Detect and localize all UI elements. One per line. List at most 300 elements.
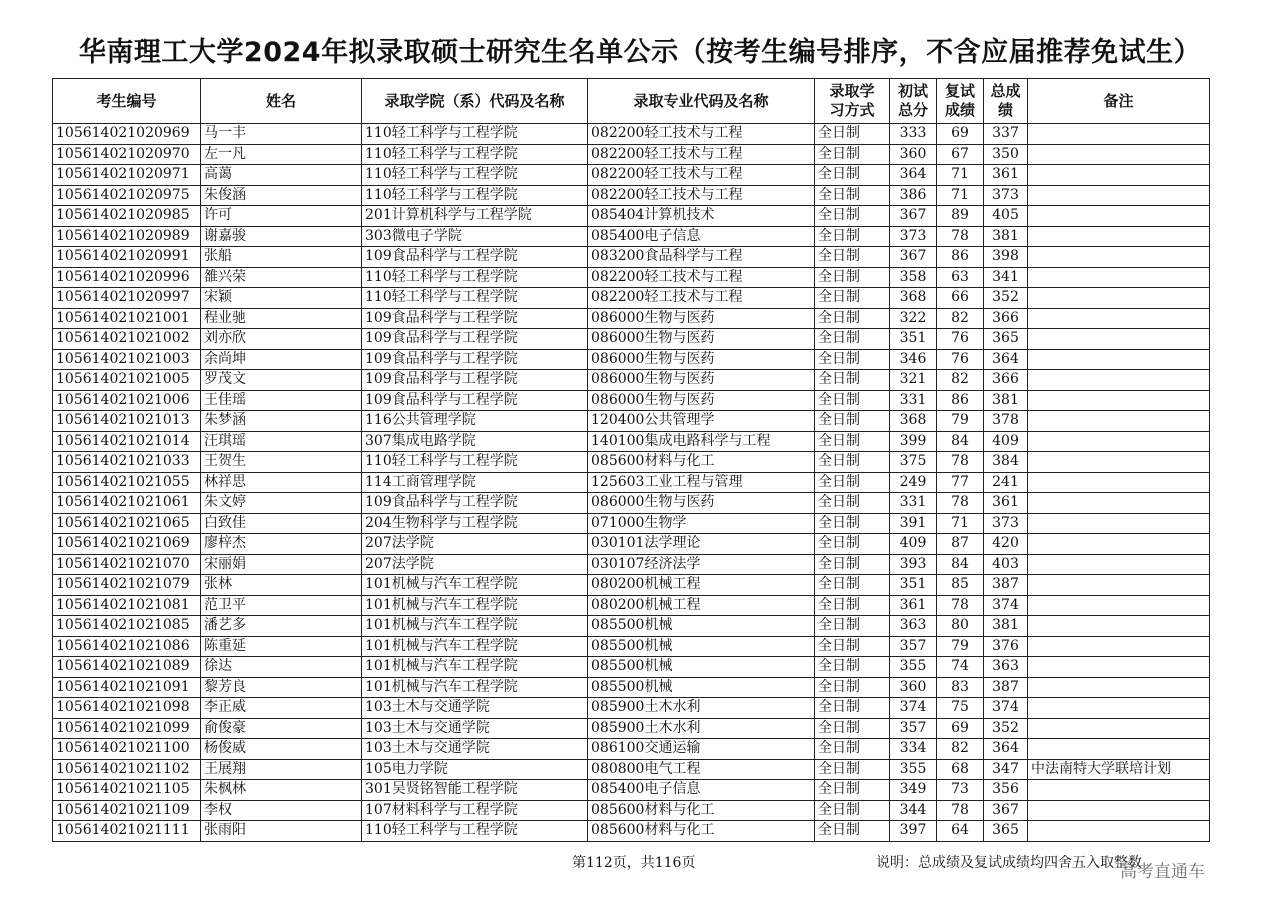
study-mode-cell: 全日制 <box>815 493 890 514</box>
total-score-cell: 241 <box>984 472 1028 493</box>
study-mode-cell: 全日制 <box>815 431 890 452</box>
retest-score-cell: 71 <box>937 513 984 534</box>
retest-score-cell: 63 <box>937 267 984 288</box>
study-mode-cell: 全日制 <box>815 267 890 288</box>
retest-score-cell: 74 <box>937 657 984 678</box>
remarks-cell <box>1028 718 1210 739</box>
candidate-id-cell: 105614021021109 <box>53 800 201 821</box>
page-number: 第112页，共116页 <box>572 855 696 871</box>
retest-score-cell: 78 <box>937 595 984 616</box>
study-mode-cell: 全日制 <box>815 718 890 739</box>
major-cell: 085900土木水利 <box>588 718 815 739</box>
initial-score-cell: 321 <box>890 370 937 391</box>
remarks-cell <box>1028 800 1210 821</box>
retest-score-cell: 82 <box>937 370 984 391</box>
major-cell: 082200轻工技术与工程 <box>588 165 815 186</box>
table-row <box>53 267 1210 288</box>
candidate-id-cell: 105614021020989 <box>53 226 201 247</box>
remarks-cell <box>1028 308 1210 329</box>
college-cell: 103土木与交通学院 <box>362 718 588 739</box>
remarks-cell <box>1028 657 1210 678</box>
total-score-cell: 378 <box>984 411 1028 432</box>
college-cell: 110轻工科学与工程学院 <box>362 452 588 473</box>
candidate-id-cell: 105614021020971 <box>53 165 201 186</box>
total-score-cell: 364 <box>984 349 1028 370</box>
initial-score-cell: 358 <box>890 267 937 288</box>
name-cell: 黎芳良 <box>201 677 362 698</box>
name-cell: 朱梦涵 <box>201 411 362 432</box>
name-cell: 杨俊威 <box>201 739 362 760</box>
major-cell: 085600材料与化工 <box>588 821 815 842</box>
name-cell: 谢嘉骏 <box>201 226 362 247</box>
candidate-id-cell: 105614021021002 <box>53 329 201 350</box>
table-row <box>53 411 1210 432</box>
college-cell: 105电力学院 <box>362 759 588 780</box>
major-cell: 086100交通运输 <box>588 739 815 760</box>
initial-score-cell: 391 <box>890 513 937 534</box>
remarks-cell <box>1028 595 1210 616</box>
major-cell: 082200轻工技术与工程 <box>588 267 815 288</box>
total-score-cell: 347 <box>984 759 1028 780</box>
name-cell: 朱文婷 <box>201 493 362 514</box>
college-cell: 109食品科学与工程学院 <box>362 493 588 514</box>
retest-score-cell: 78 <box>937 493 984 514</box>
name-cell: 雒兴荣 <box>201 267 362 288</box>
candidate-id-cell: 105614021021100 <box>53 739 201 760</box>
name-cell: 刘亦欣 <box>201 329 362 350</box>
study-mode-cell: 全日制 <box>815 370 890 391</box>
retest-score-cell: 78 <box>937 800 984 821</box>
table-row <box>53 472 1210 493</box>
table-row <box>53 349 1210 370</box>
col-study-mode-header: 录取学 习方式 <box>815 79 890 124</box>
retest-score-cell: 76 <box>937 329 984 350</box>
initial-score-cell: 349 <box>890 780 937 801</box>
retest-score-cell: 73 <box>937 780 984 801</box>
total-score-cell: 373 <box>984 513 1028 534</box>
name-cell: 张船 <box>201 247 362 268</box>
college-cell: 207法学院 <box>362 534 588 555</box>
study-mode-cell: 全日制 <box>815 554 890 575</box>
col-total-score-header: 总成 绩 <box>984 79 1028 124</box>
name-cell: 宋颖 <box>201 288 362 309</box>
retest-score-cell: 66 <box>937 288 984 309</box>
remarks-cell <box>1028 554 1210 575</box>
college-cell: 204生物科学与工程学院 <box>362 513 588 534</box>
remarks-cell <box>1028 513 1210 534</box>
remarks-cell <box>1028 411 1210 432</box>
table-row <box>53 759 1210 780</box>
retest-score-cell: 78 <box>937 452 984 473</box>
major-cell: 080800电气工程 <box>588 759 815 780</box>
initial-score-cell: 322 <box>890 308 937 329</box>
study-mode-cell: 全日制 <box>815 247 890 268</box>
footer-note: 说明：总成绩及复试成绩均四舍五入取整数 <box>876 855 1142 871</box>
total-score-cell: 398 <box>984 247 1028 268</box>
retest-score-cell: 86 <box>937 390 984 411</box>
study-mode-cell: 全日制 <box>815 821 890 842</box>
name-cell: 朱俊涵 <box>201 185 362 206</box>
total-score-cell: 374 <box>984 698 1028 719</box>
initial-score-cell: 333 <box>890 124 937 145</box>
major-cell: 080200机械工程 <box>588 575 815 596</box>
table-row <box>53 329 1210 350</box>
name-cell: 程业驰 <box>201 308 362 329</box>
candidate-id-cell: 105614021021079 <box>53 575 201 596</box>
initial-score-cell: 386 <box>890 185 937 206</box>
remarks-cell <box>1028 636 1210 657</box>
college-cell: 110轻工科学与工程学院 <box>362 185 588 206</box>
candidate-id-cell: 105614021021065 <box>53 513 201 534</box>
table-row <box>53 698 1210 719</box>
college-cell: 301吴贤铭智能工程学院 <box>362 780 588 801</box>
initial-score-cell: 368 <box>890 288 937 309</box>
study-mode-cell: 全日制 <box>815 144 890 165</box>
major-cell: 086000生物与医药 <box>588 329 815 350</box>
candidate-id-cell: 105614021021005 <box>53 370 201 391</box>
retest-score-cell: 82 <box>937 308 984 329</box>
candidate-id-cell: 105614021021061 <box>53 493 201 514</box>
name-cell: 廖梓杰 <box>201 534 362 555</box>
remarks-cell <box>1028 431 1210 452</box>
table-row <box>53 390 1210 411</box>
name-cell: 林祥思 <box>201 472 362 493</box>
college-cell: 110轻工科学与工程学院 <box>362 124 588 145</box>
major-cell: 125603工业工程与管理 <box>588 472 815 493</box>
candidate-id-cell: 105614021021091 <box>53 677 201 698</box>
retest-score-cell: 69 <box>937 124 984 145</box>
study-mode-cell: 全日制 <box>815 206 890 227</box>
retest-score-cell: 87 <box>937 534 984 555</box>
total-score-cell: 361 <box>984 493 1028 514</box>
study-mode-cell: 全日制 <box>815 185 890 206</box>
name-cell: 潘艺多 <box>201 616 362 637</box>
remarks-cell <box>1028 739 1210 760</box>
initial-score-cell: 368 <box>890 411 937 432</box>
initial-score-cell: 399 <box>890 431 937 452</box>
name-cell: 许可 <box>201 206 362 227</box>
name-cell: 高蔼 <box>201 165 362 186</box>
col-retest-score-header: 复试 成绩 <box>937 79 984 124</box>
total-score-cell: 352 <box>984 288 1028 309</box>
name-cell: 徐达 <box>201 657 362 678</box>
initial-score-cell: 355 <box>890 759 937 780</box>
total-score-cell: 409 <box>984 431 1028 452</box>
study-mode-cell: 全日制 <box>815 390 890 411</box>
retest-score-cell: 67 <box>937 144 984 165</box>
col-remarks-header: 备注 <box>1028 79 1210 124</box>
retest-score-cell: 68 <box>937 759 984 780</box>
name-cell: 王佳瑶 <box>201 390 362 411</box>
total-score-cell: 365 <box>984 821 1028 842</box>
study-mode-cell: 全日制 <box>815 636 890 657</box>
name-cell: 俞俊豪 <box>201 718 362 739</box>
table-row <box>53 493 1210 514</box>
retest-score-cell: 75 <box>937 698 984 719</box>
candidate-id-cell: 105614021021089 <box>53 657 201 678</box>
initial-score-cell: 351 <box>890 575 937 596</box>
retest-score-cell: 82 <box>937 739 984 760</box>
total-score-cell: 341 <box>984 267 1028 288</box>
initial-score-cell: 351 <box>890 329 937 350</box>
remarks-cell <box>1028 821 1210 842</box>
college-cell: 101机械与汽车工程学院 <box>362 657 588 678</box>
remarks-cell <box>1028 616 1210 637</box>
name-cell: 张林 <box>201 575 362 596</box>
remarks-cell <box>1028 493 1210 514</box>
table-row <box>53 718 1210 739</box>
table-row <box>53 288 1210 309</box>
retest-score-cell: 85 <box>937 575 984 596</box>
college-cell: 207法学院 <box>362 554 588 575</box>
initial-score-cell: 393 <box>890 554 937 575</box>
initial-score-cell: 360 <box>890 144 937 165</box>
total-score-cell: 376 <box>984 636 1028 657</box>
major-cell: 085600材料与化工 <box>588 800 815 821</box>
candidate-id-cell: 105614021021055 <box>53 472 201 493</box>
total-score-cell: 403 <box>984 554 1028 575</box>
table-row <box>53 206 1210 227</box>
college-cell: 101机械与汽车工程学院 <box>362 595 588 616</box>
remarks-cell <box>1028 534 1210 555</box>
major-cell: 030107经济法学 <box>588 554 815 575</box>
retest-score-cell: 77 <box>937 472 984 493</box>
table-row <box>53 554 1210 575</box>
remarks-cell <box>1028 247 1210 268</box>
initial-score-cell: 375 <box>890 452 937 473</box>
name-cell: 李正威 <box>201 698 362 719</box>
initial-score-cell: 361 <box>890 595 937 616</box>
table-header-row <box>53 79 1210 124</box>
initial-score-cell: 249 <box>890 472 937 493</box>
name-cell: 范卫平 <box>201 595 362 616</box>
total-score-cell: 381 <box>984 226 1028 247</box>
candidate-id-cell: 105614021021003 <box>53 349 201 370</box>
total-score-cell: 387 <box>984 575 1028 596</box>
remarks-cell <box>1028 226 1210 247</box>
candidate-id-cell: 105614021021013 <box>53 411 201 432</box>
college-cell: 109食品科学与工程学院 <box>362 349 588 370</box>
college-cell: 110轻工科学与工程学院 <box>362 144 588 165</box>
study-mode-cell: 全日制 <box>815 329 890 350</box>
retest-score-cell: 71 <box>937 165 984 186</box>
total-score-cell: 363 <box>984 657 1028 678</box>
col-candidate-id-header: 考生编号 <box>53 79 201 124</box>
candidate-id-cell: 105614021021069 <box>53 534 201 555</box>
candidate-id-cell: 105614021020985 <box>53 206 201 227</box>
college-cell: 307集成电路学院 <box>362 431 588 452</box>
total-score-cell: 387 <box>984 677 1028 698</box>
college-cell: 101机械与汽车工程学院 <box>362 575 588 596</box>
table-row <box>53 431 1210 452</box>
initial-score-cell: 355 <box>890 657 937 678</box>
initial-score-cell: 331 <box>890 493 937 514</box>
study-mode-cell: 全日制 <box>815 513 890 534</box>
study-mode-cell: 全日制 <box>815 124 890 145</box>
total-score-cell: 374 <box>984 595 1028 616</box>
table-body <box>53 124 1210 842</box>
remarks-cell <box>1028 370 1210 391</box>
college-cell: 109食品科学与工程学院 <box>362 247 588 268</box>
table-row <box>53 821 1210 842</box>
study-mode-cell: 全日制 <box>815 780 890 801</box>
retest-score-cell: 80 <box>937 616 984 637</box>
retest-score-cell: 79 <box>937 411 984 432</box>
major-cell: 083200食品科学与工程 <box>588 247 815 268</box>
major-cell: 086000生物与医药 <box>588 390 815 411</box>
major-cell: 082200轻工技术与工程 <box>588 288 815 309</box>
candidate-id-cell: 105614021021111 <box>53 821 201 842</box>
college-cell: 201计算机科学与工程学院 <box>362 206 588 227</box>
table-row <box>53 165 1210 186</box>
initial-score-cell: 344 <box>890 800 937 821</box>
initial-score-cell: 357 <box>890 636 937 657</box>
table-row <box>53 185 1210 206</box>
total-score-cell: 384 <box>984 452 1028 473</box>
remarks-cell <box>1028 780 1210 801</box>
initial-score-cell: 409 <box>890 534 937 555</box>
name-cell: 李权 <box>201 800 362 821</box>
initial-score-cell: 357 <box>890 718 937 739</box>
initial-score-cell: 367 <box>890 247 937 268</box>
col-major-header: 录取专业代码及名称 <box>588 79 815 124</box>
candidate-id-cell: 105614021021006 <box>53 390 201 411</box>
name-cell: 汪琪瑶 <box>201 431 362 452</box>
study-mode-cell: 全日制 <box>815 739 890 760</box>
college-cell: 110轻工科学与工程学院 <box>362 165 588 186</box>
college-cell: 103土木与交通学院 <box>362 739 588 760</box>
candidate-id-cell: 105614021020970 <box>53 144 201 165</box>
college-cell: 101机械与汽车工程学院 <box>362 677 588 698</box>
remarks-cell <box>1028 677 1210 698</box>
name-cell: 王贺生 <box>201 452 362 473</box>
name-cell: 余尚坤 <box>201 349 362 370</box>
remarks-cell <box>1028 185 1210 206</box>
remarks-cell <box>1028 288 1210 309</box>
candidate-id-cell: 105614021021085 <box>53 616 201 637</box>
candidate-id-cell: 105614021021070 <box>53 554 201 575</box>
name-cell: 左一凡 <box>201 144 362 165</box>
study-mode-cell: 全日制 <box>815 595 890 616</box>
college-cell: 110轻工科学与工程学院 <box>362 288 588 309</box>
total-score-cell: 381 <box>984 390 1028 411</box>
total-score-cell: 352 <box>984 718 1028 739</box>
study-mode-cell: 全日制 <box>815 759 890 780</box>
retest-score-cell: 84 <box>937 431 984 452</box>
table-row <box>53 513 1210 534</box>
table-row <box>53 780 1210 801</box>
table-row <box>53 657 1210 678</box>
college-cell: 110轻工科学与工程学院 <box>362 821 588 842</box>
table-row <box>53 636 1210 657</box>
college-cell: 109食品科学与工程学院 <box>362 308 588 329</box>
remarks-cell <box>1028 575 1210 596</box>
candidate-id-cell: 105614021021102 <box>53 759 201 780</box>
table-row <box>53 308 1210 329</box>
study-mode-cell: 全日制 <box>815 308 890 329</box>
candidate-id-cell: 105614021021099 <box>53 718 201 739</box>
candidate-id-cell: 105614021020997 <box>53 288 201 309</box>
college-cell: 114工商管理学院 <box>362 472 588 493</box>
major-cell: 082200轻工技术与工程 <box>588 144 815 165</box>
major-cell: 085500机械 <box>588 616 815 637</box>
major-cell: 080200机械工程 <box>588 595 815 616</box>
initial-score-cell: 397 <box>890 821 937 842</box>
college-cell: 109食品科学与工程学院 <box>362 329 588 350</box>
retest-score-cell: 84 <box>937 554 984 575</box>
college-cell: 109食品科学与工程学院 <box>362 390 588 411</box>
study-mode-cell: 全日制 <box>815 165 890 186</box>
major-cell: 085500机械 <box>588 677 815 698</box>
total-score-cell: 373 <box>984 185 1028 206</box>
table-row <box>53 247 1210 268</box>
retest-score-cell: 86 <box>937 247 984 268</box>
initial-score-cell: 346 <box>890 349 937 370</box>
remarks-cell <box>1028 124 1210 145</box>
total-score-cell: 366 <box>984 308 1028 329</box>
retest-score-cell: 71 <box>937 185 984 206</box>
study-mode-cell: 全日制 <box>815 657 890 678</box>
initial-score-cell: 367 <box>890 206 937 227</box>
major-cell: 085900土木水利 <box>588 698 815 719</box>
major-cell: 085400电子信息 <box>588 780 815 801</box>
study-mode-cell: 全日制 <box>815 349 890 370</box>
candidate-id-cell: 105614021021001 <box>53 308 201 329</box>
initial-score-cell: 331 <box>890 390 937 411</box>
total-score-cell: 350 <box>984 144 1028 165</box>
remarks-cell <box>1028 390 1210 411</box>
candidate-id-cell: 105614021021086 <box>53 636 201 657</box>
table-row <box>53 452 1210 473</box>
total-score-cell: 365 <box>984 329 1028 350</box>
study-mode-cell: 全日制 <box>815 534 890 555</box>
major-cell: 030101法学理论 <box>588 534 815 555</box>
major-cell: 085500机械 <box>588 636 815 657</box>
table-row <box>53 595 1210 616</box>
remarks-cell <box>1028 452 1210 473</box>
major-cell: 085500机械 <box>588 657 815 678</box>
table-row <box>53 800 1210 821</box>
study-mode-cell: 全日制 <box>815 677 890 698</box>
major-cell: 085400电子信息 <box>588 226 815 247</box>
college-cell: 101机械与汽车工程学院 <box>362 616 588 637</box>
col-name-header: 姓名 <box>201 79 362 124</box>
total-score-cell: 366 <box>984 370 1028 391</box>
initial-score-cell: 374 <box>890 698 937 719</box>
table-row <box>53 370 1210 391</box>
name-cell: 白致佳 <box>201 513 362 534</box>
study-mode-cell: 全日制 <box>815 411 890 432</box>
remarks-cell <box>1028 267 1210 288</box>
col-initial-score-header: 初试 总分 <box>890 79 937 124</box>
name-cell: 陈重延 <box>201 636 362 657</box>
college-cell: 116公共管理学院 <box>362 411 588 432</box>
candidate-id-cell: 105614021020975 <box>53 185 201 206</box>
college-cell: 110轻工科学与工程学院 <box>362 267 588 288</box>
candidate-id-cell: 105614021021014 <box>53 431 201 452</box>
major-cell: 086000生物与医药 <box>588 308 815 329</box>
major-cell: 082200轻工技术与工程 <box>588 124 815 145</box>
retest-score-cell: 76 <box>937 349 984 370</box>
remarks-cell <box>1028 349 1210 370</box>
total-score-cell: 420 <box>984 534 1028 555</box>
candidate-id-cell: 105614021020969 <box>53 124 201 145</box>
major-cell: 140100集成电路科学与工程 <box>588 431 815 452</box>
candidate-id-cell: 105614021021033 <box>53 452 201 473</box>
major-cell: 085404计算机技术 <box>588 206 815 227</box>
admission-table <box>52 78 1210 842</box>
candidate-id-cell: 105614021020991 <box>53 247 201 268</box>
